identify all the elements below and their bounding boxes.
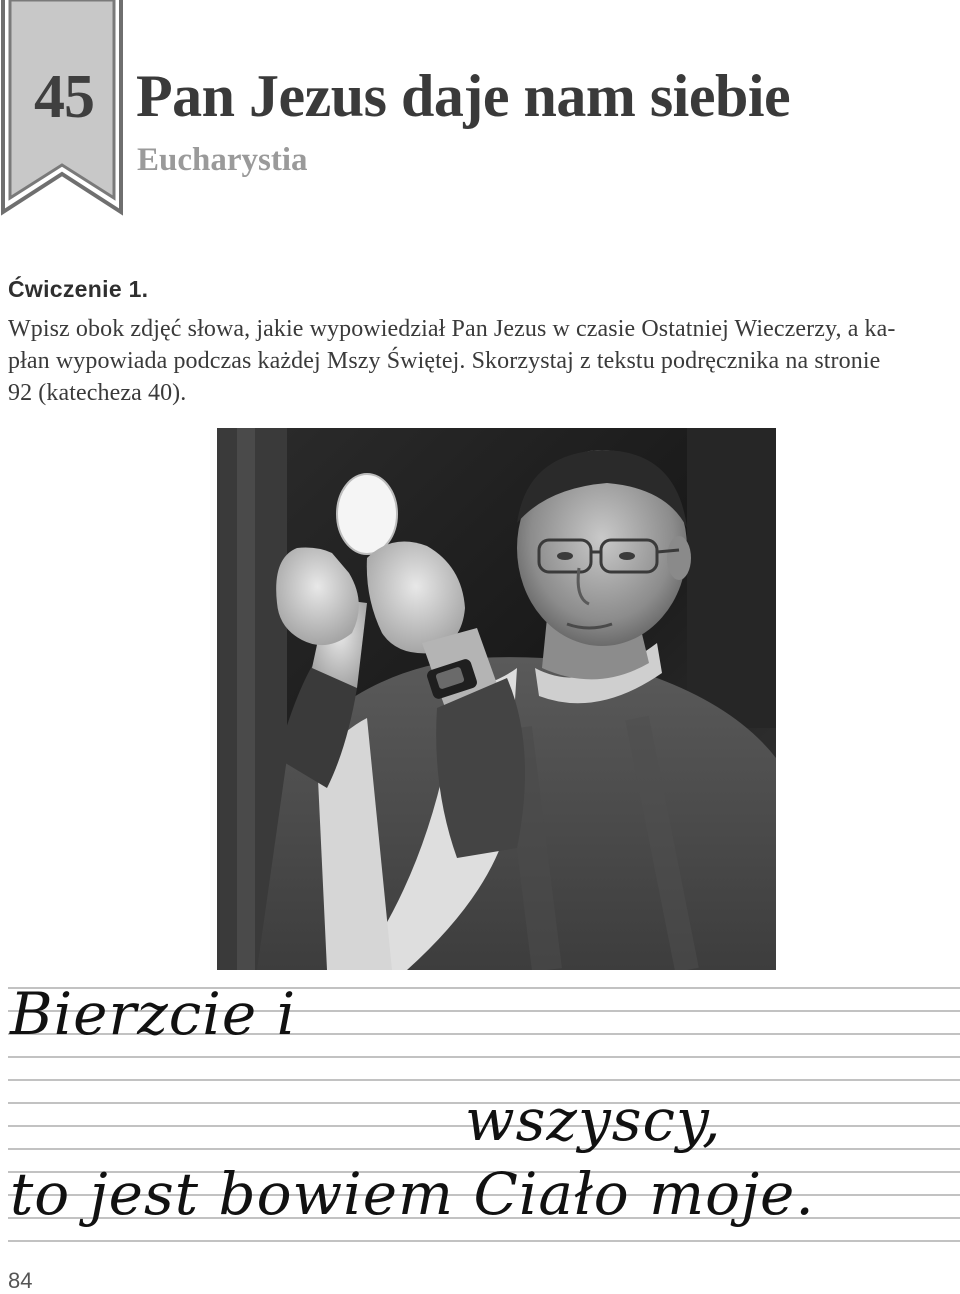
chapter-number: 45: [34, 63, 94, 131]
exercise-heading: Ćwiczenie 1.: [8, 276, 149, 302]
handwritten-answer-line-1[interactable]: Bierzcie i: [10, 980, 297, 1048]
priest-photo: [217, 428, 776, 970]
page-subtitle: Eucharystia: [137, 142, 308, 178]
exercise-instructions: [8, 313, 958, 409]
handwritten-answer-line-3[interactable]: to jest bowiem Ciało moje.: [10, 1160, 815, 1228]
instructions-line: płan wypowiada podczas każdej Mszy Świętej. Skorzystaj z tekstu podręcznika na stronie: [8, 348, 881, 374]
handwritten-answer-line-2[interactable]: wszyscy,: [465, 1086, 722, 1154]
page-title: Pan Jezus daje nam siebie: [136, 63, 791, 129]
instructions-line: Wpisz obok zdjęć słowa, jakie wypowiedział Pan Jezus w czasie Ostatniej Wieczerzy, a ka-: [8, 316, 896, 342]
instructions-line: 92 (katecheza 40).: [8, 380, 187, 406]
page-number: 84: [8, 1268, 33, 1293]
